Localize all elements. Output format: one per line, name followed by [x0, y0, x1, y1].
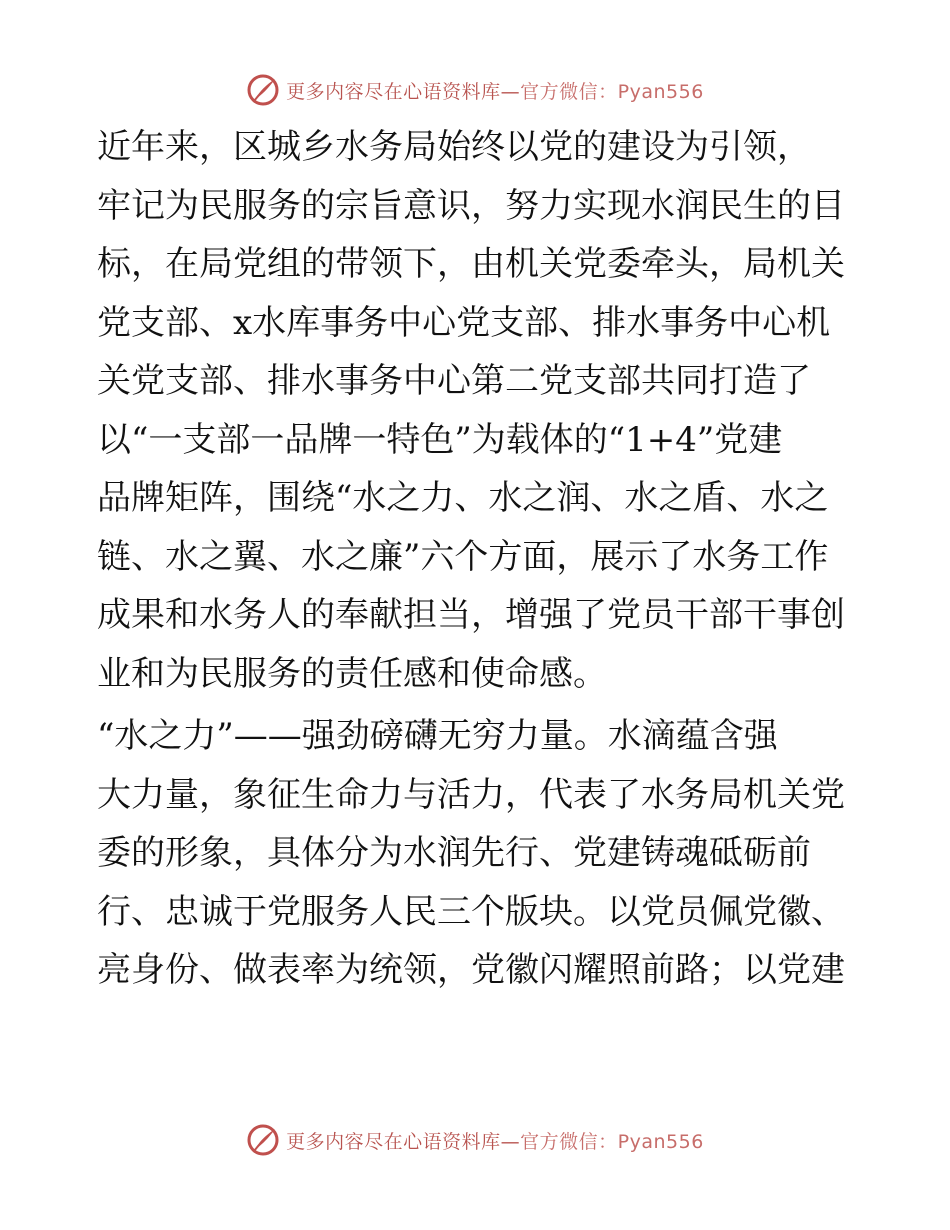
header-banner: [0, 70, 950, 110]
header-banner-sep: —: [500, 80, 521, 103]
footer-banner-inner: [246, 1123, 704, 1157]
text-line: 成果和水务人的奉献担当，增强了党员干部干事创: [97, 595, 845, 635]
paragraph-water-power: [97, 707, 857, 1000]
text-line: 党支部、x水库事务中心党支部、排水事务中心机: [97, 302, 831, 343]
footer-banner-sep: —: [500, 1130, 521, 1153]
text-line: 业和为民服务的责任感和使命感。: [97, 653, 607, 694]
text-line: 关党支部、排水事务中心第二党支部共同打造了: [97, 361, 811, 401]
quill-in-circle-logo-icon: [246, 73, 280, 107]
paragraph-intro: [97, 118, 857, 703]
text-line: 近年来，区城乡水务局始终以党的建设为引领，: [97, 127, 811, 167]
text-line: 牢记为民服务的宗旨意识，努力实现水润民生的目: [97, 185, 845, 226]
header-banner-text: [286, 77, 704, 104]
footer-banner-main: 更多内容尽在心语资料库: [286, 1130, 501, 1153]
text-line: 委的形象，具体分为水润先行、党建铸魂砥砺前: [97, 833, 811, 873]
text-line: 链、水之翼、水之廉”六个方面，展示了水务工作: [97, 536, 829, 577]
quill-in-circle-logo-icon: [246, 1123, 280, 1157]
footer-banner: [0, 1120, 950, 1160]
text-line: 品牌矩阵，围绕“水之力、水之润、水之盾、水之: [97, 478, 829, 518]
header-banner-wechat: 官方微信：Pyan556: [520, 80, 704, 103]
document-body: [97, 118, 857, 1000]
header-banner-inner: [246, 73, 704, 107]
text-line: 标，在局党组的带领下，由机关党委牵头，局机关: [97, 244, 845, 284]
footer-banner-text: [286, 1127, 704, 1154]
text-line: 以“一支部一品牌一特色”为载体的“1+4”党建: [97, 419, 783, 460]
text-line: 行、忠诚于党服务人民三个版块。以党员佩党徽、: [97, 891, 845, 932]
footer-banner-wechat: 官方微信：Pyan556: [520, 1130, 704, 1153]
text-line: 大力量，象征生命力与活力，代表了水务局机关党: [97, 774, 845, 815]
text-line: 亮身份、做表率为统领，党徽闪耀照前路；以党建: [97, 950, 845, 990]
header-banner-main: 更多内容尽在心语资料库: [286, 80, 501, 103]
text-line: “水之力”——强劲磅礴无穷力量。水滴蕴含强: [97, 716, 778, 756]
